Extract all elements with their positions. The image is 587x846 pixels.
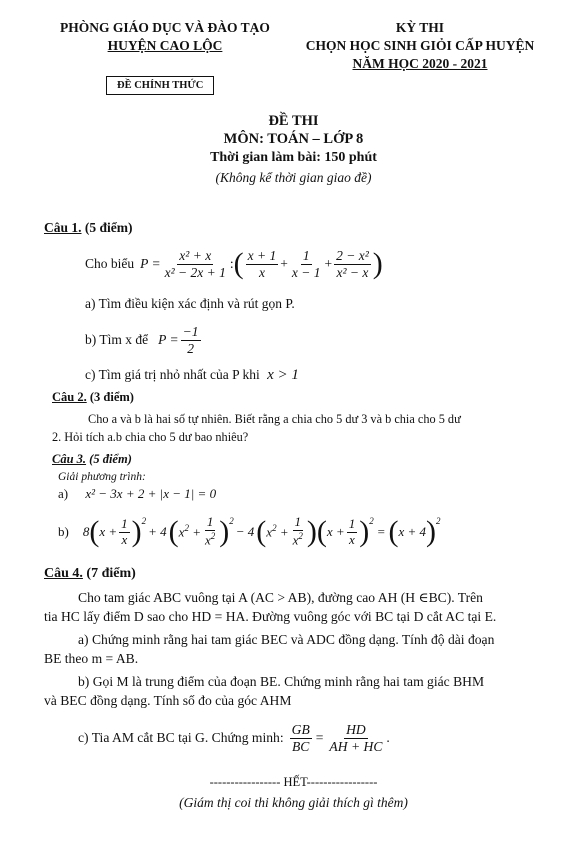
q1-b-den: 2 [187, 340, 194, 356]
q3-heading [52, 452, 132, 467]
q4-a-line1: a) Chứng minh rằng hai tam giác BEC và ADC đồng dạng. Tính độ dài đoạn [78, 632, 495, 647]
q4-c-d1: BC [292, 738, 310, 754]
q1-part-c [85, 367, 299, 384]
q1-frac-2 [246, 248, 279, 280]
q3-label: Câu 3. [52, 452, 87, 466]
doc-title: ĐỀ THI [268, 113, 319, 129]
exam-subtitle: CHỌN HỌC SINH GIỎI CẤP HUYỆN [305, 38, 535, 53]
q3-part-b: b) 8 ( x + $\frac{1}{x}$ ) $^2$ + 4 ( $x^2$ + $\frac{1}{x^2}$ ) $^2$ − 4 ( $x^2$ + $\frac{1}{x^2}$ ) ( x + $\frac{1}{x}$ ) $^2$ = ( x + 4 ) $^2$ [58, 514, 441, 548]
q3-a-expr: x² − 3x + 2 + |x − 1| = 0 [85, 486, 217, 501]
duration-note: (Không kể thời gian giao đề) [215, 170, 372, 185]
q1-frac-1 [163, 248, 228, 280]
subject: MÔN: TOÁN – LỚP 8 [223, 131, 364, 147]
q4-label: Câu 4. [44, 566, 83, 581]
q1-f2-num: x + 1 [247, 247, 277, 263]
q1-p: P = [140, 256, 161, 271]
q4-a-line2: BE theo m = AB. [44, 651, 139, 666]
q4-p1-line1: Cho tam giác ABC vuông tại A (AC > AB), đường cao AH (H ∈BC). Trên [78, 590, 483, 605]
q4-c-n2: HD [346, 721, 366, 737]
q1-expression: Cho biểu P = $\frac{\text{x² + x}}{\text{x² − 2x + 1}}$ : ( $\frac{x + 1}{x}$ + $\frac{1}{x - 1}$ + $\frac{\text{2 − x²}}{\text{x² − x}}$ ) [85, 247, 383, 280]
exam-name: KỲ THI [395, 20, 445, 35]
q1-b-num: −1 [182, 323, 199, 339]
q1-part-b [85, 320, 203, 360]
school-year: NĂM HỌC 2020 - 2021 [352, 56, 488, 71]
q2-heading [52, 390, 134, 405]
q1-c-text: c) Tìm giá trị nhỏ nhất của P khi [85, 367, 260, 382]
q4-c-text: c) Tia AM cắt BC tại G. Chứng minh: [78, 730, 284, 745]
q1-heading [44, 220, 133, 236]
q1-f1-num: x² + x [179, 247, 212, 263]
q4-b-line1: b) Gọi M là trung điểm của đoạn BE. Chứng minh rằng hai tam giác BHM [78, 674, 485, 689]
q1-f3-den: x − 1 [291, 264, 321, 280]
q2-line1: Cho a và b là hai số tự nhiên. Biết rằng a chia cho 5 dư 3 và b chia cho 5 dư [88, 412, 461, 426]
q1-b-text: b) Tìm x để [85, 332, 149, 347]
q1-f1-den: x² − 2x + 1 [164, 264, 226, 280]
q4-c-frac-2 [327, 722, 384, 754]
end-marker: ----------------- HẾT----------------- [209, 775, 378, 789]
q1-frac-3 [290, 248, 323, 280]
q1-label: Câu 1. [44, 220, 82, 235]
q2-line2: 2. Hỏi tích a.b chia cho 5 dư bao nhiêu? [52, 430, 249, 444]
q1-c-expr: x > 1 [267, 367, 299, 383]
dept-name: PHÒNG GIÁO DỤC VÀ ĐÀO TẠO [60, 20, 270, 35]
duration: Thời gian làm bài: 150 phút [210, 150, 377, 165]
q1-b-frac [181, 324, 201, 356]
q4-c-d2: AH + HC [329, 738, 383, 754]
q4-p1-line2: tia HC lấy điểm D sao cho HD = HA. Đường vuông góc với BC tại D cắt AC tại E. [44, 609, 497, 624]
q4-c-frac-1 [290, 722, 312, 754]
q1-b-p: P = [158, 332, 179, 347]
proctor-note: (Giám thị coi thi không giải thích gì thêm) [179, 795, 408, 810]
q1-points: (5 điểm) [81, 220, 133, 235]
q1-f4-num: 2 − x² [336, 247, 369, 263]
q2-label: Câu 2. [52, 390, 87, 404]
q3-intro: Giải phương trình: [58, 471, 146, 483]
q3-part-a [58, 486, 216, 502]
q3-points: (5 điểm) [86, 452, 132, 466]
q1-f2-den: x [258, 264, 265, 280]
q1-f4-den: x² − x [336, 264, 369, 280]
q1-frac-4 [334, 248, 371, 280]
q1-f3-num: 1 [302, 247, 310, 263]
q1-part-a: a) Tìm điều kiện xác định và rút gọn P. [85, 296, 295, 311]
q4-c-n1: GB [291, 721, 310, 737]
q4-heading [44, 566, 136, 582]
q4-part-c: c) Tia AM cắt BC tại G. Chứng minh: $\frac{GB}{BC}$ = $\frac{HD}{AH + HC}$ . [78, 721, 390, 754]
q4-b-line2: và BEC đồng dạng. Tính số đo của góc AHM [44, 693, 292, 708]
official-badge: ĐỀ CHÍNH THỨC [106, 76, 214, 95]
q3-b-label: b) [58, 524, 69, 539]
q3-a-label: a) [58, 486, 69, 501]
district-name: HUYỆN CAO LỘC [107, 38, 223, 53]
q4-points: (7 điểm) [82, 566, 136, 581]
q1-intro: Cho biểu [85, 256, 135, 271]
q2-points: (3 điểm) [86, 390, 134, 404]
